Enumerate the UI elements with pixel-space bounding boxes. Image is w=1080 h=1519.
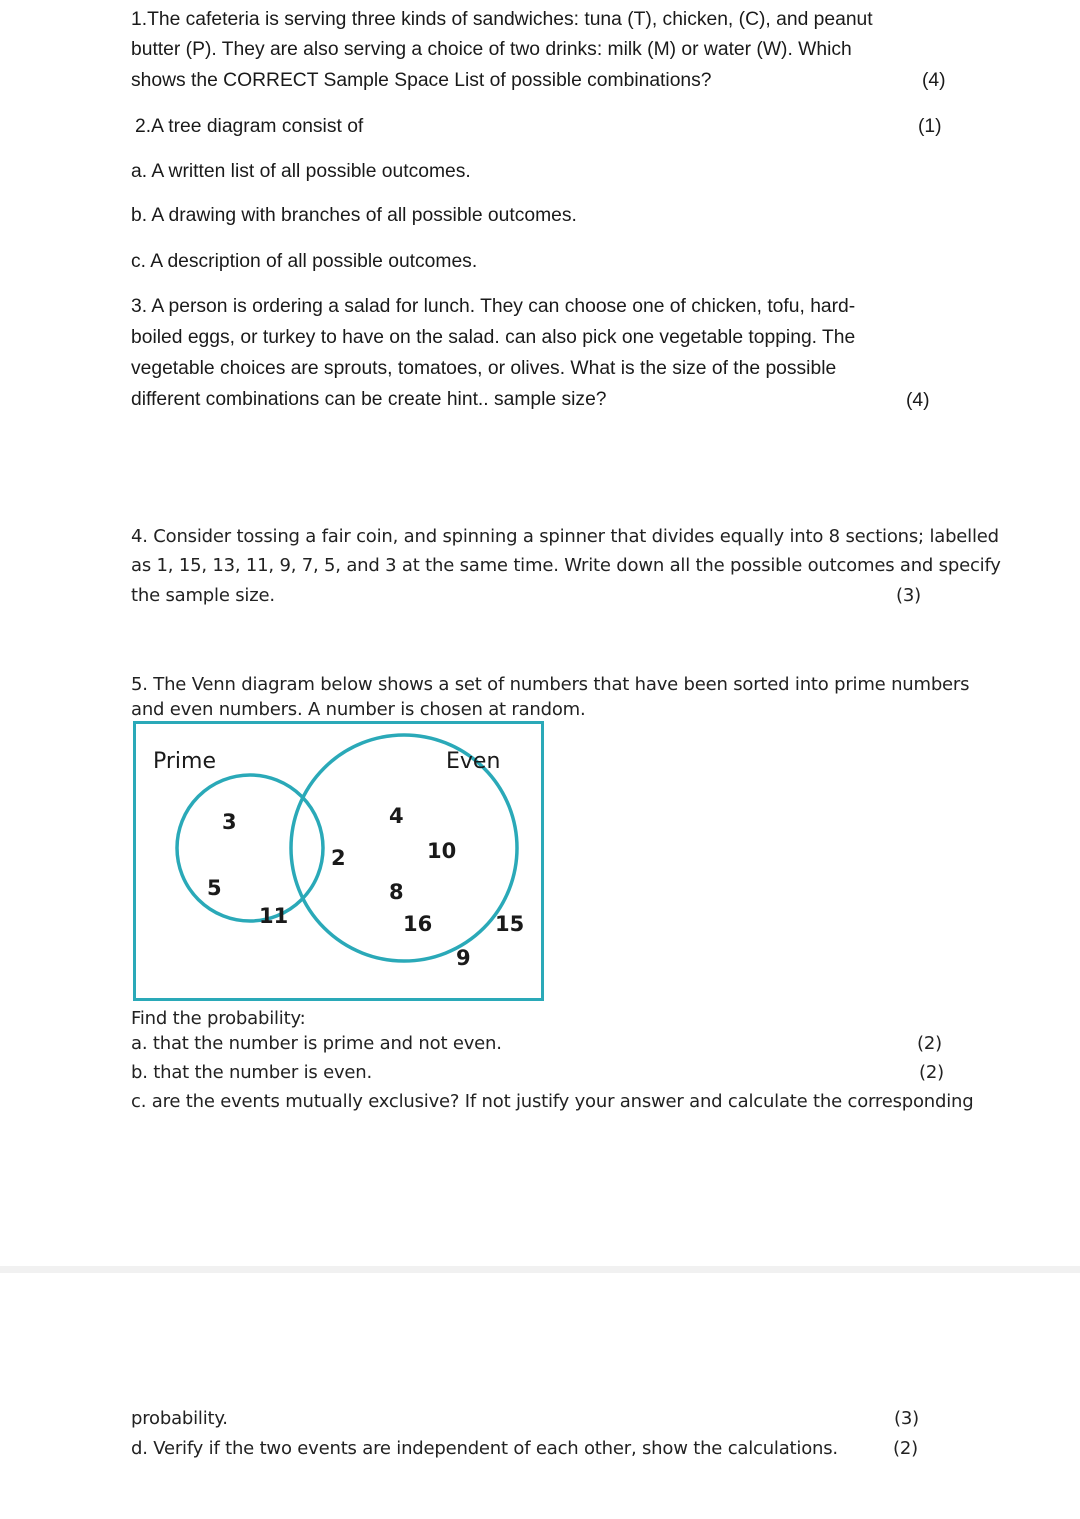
venn-label-even: Even: [446, 749, 501, 774]
q4-line-1: 4. Consider tossing a fair coin, and spinning a spinner that divides equally into 8 sections; labelled: [131, 526, 999, 547]
q3-line-3: vegetable choices are sprouts, tomatoes, or olives. What is the size of the possible: [131, 358, 837, 379]
q1-line-1: 1.The cafeteria is serving three kinds of sandwiches: tuna (T), chicken, (C), and peanut: [131, 9, 873, 30]
venn-neither-15: 15: [495, 912, 525, 936]
q5-part-d-marks: (2): [893, 1438, 918, 1459]
venn-prime-only-3: 3: [222, 810, 237, 834]
q2-option-c: c. A description of all possible outcomes.: [131, 251, 478, 272]
venn-even-only-8: 8: [389, 880, 404, 904]
venn-diagram: [133, 721, 544, 1002]
q3-line-4: different combinations can be create hint.. sample size?: [131, 389, 607, 410]
q5-part-b: b. that the number is even.: [131, 1062, 373, 1083]
q3-line-1: 3. A person is ordering a salad for lunch. They can choose one of chicken, tofu, hard-: [131, 296, 856, 317]
q1-line-3: shows the CORRECT Sample Space List of possible combinations?: [131, 70, 712, 91]
q3-marks: (4): [906, 390, 930, 411]
q5-part-c-continued: probability.: [131, 1408, 228, 1429]
venn-prime-only-11: 11: [259, 904, 289, 928]
venn-diagram-svg: [133, 721, 544, 1002]
q5-find: Find the probability:: [131, 1008, 306, 1029]
q1-line-2: butter (P). They are also serving a choice of two drinks: milk (M) or water (W). Which: [131, 39, 852, 60]
page-break-divider: [0, 1266, 1080, 1273]
q5-part-c-marks: (3): [894, 1408, 919, 1429]
venn-even-only-10: 10: [427, 839, 457, 863]
venn-neither-9: 9: [456, 946, 471, 970]
venn-even-only-4: 4: [389, 804, 404, 828]
q5-part-a: a. that the number is prime and not even.: [131, 1033, 502, 1054]
q2-option-b: b. A drawing with branches of all possible outcomes.: [131, 205, 577, 226]
q5-part-b-marks: (2): [919, 1062, 944, 1083]
q4-line-2: as 1, 15, 13, 11, 9, 7, 5, and 3 at the same time. Write down all the possible outcomes and specify: [131, 555, 1001, 576]
venn-even-only-16: 16: [403, 912, 433, 936]
q5-line-2: and even numbers. A number is chosen at random.: [131, 699, 586, 720]
q5-part-a-marks: (2): [917, 1033, 942, 1054]
q5-part-c: c. are the events mutually exclusive? If not justify your answer and calculate the corresponding: [131, 1091, 974, 1112]
q2-marks: (1): [918, 116, 942, 137]
q2-option-a: a. A written list of all possible outcomes.: [131, 161, 471, 182]
q4-line-3: the sample size.: [131, 585, 275, 606]
q5-line-1: 5. The Venn diagram below shows a set of numbers that have been sorted into prime numbers: [131, 674, 970, 695]
q5-part-d: d. Verify if the two events are independent of each other, show the calculations.: [131, 1438, 838, 1459]
q2-stem: 2.A tree diagram consist of: [135, 116, 364, 137]
q3-line-2: boiled eggs, or turkey to have on the salad. can also pick one vegetable topping. The: [131, 327, 856, 348]
q4-marks: (3): [896, 585, 921, 606]
venn-label-prime: Prime: [153, 749, 217, 774]
q1-marks: (4): [922, 70, 946, 91]
venn-both-2: 2: [331, 846, 346, 870]
venn-prime-only-5: 5: [207, 876, 222, 900]
